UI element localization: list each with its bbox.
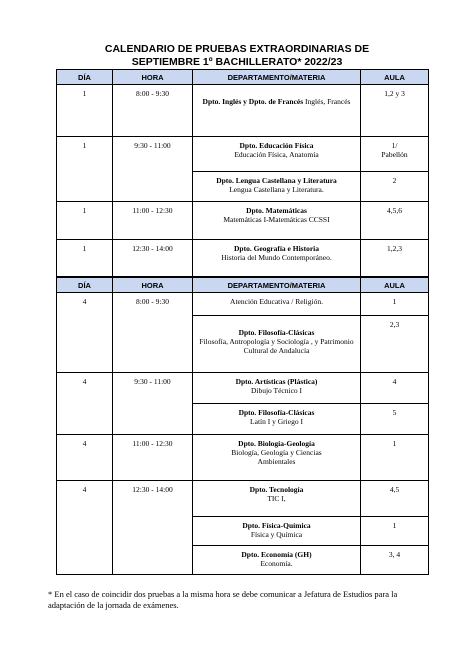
aula-value: 1/ Pabellón: [381, 141, 408, 159]
dept-name: Dpto. Economía (GH): [241, 550, 312, 559]
dia-cell: 4: [57, 373, 113, 435]
hora-cell: 8:00 - 9:30: [113, 85, 193, 137]
aula-cell: 1: [361, 435, 429, 481]
aula-cell: 1,2 y 3: [361, 85, 429, 137]
dept-cell: [193, 435, 361, 481]
subject-name: Biología, Geología y Ciencias Ambientales: [231, 448, 322, 466]
dept-name: Dpto. Tecnología: [249, 485, 304, 494]
subject-name: Atención Educativa / Religión.: [230, 297, 323, 306]
dia-cell: 4: [57, 435, 113, 481]
subject-name: Inglés, Francés: [303, 97, 351, 106]
header-aula: AULA: [361, 70, 429, 85]
aula-cell: [361, 481, 429, 575]
dia-cell: 1: [57, 202, 113, 240]
aula-value: 1: [361, 516, 428, 545]
header-hora: HORA: [113, 70, 193, 85]
subject-name: Filosofía, Antropología y Sociología , y Patrimonio Cultural de Andalucía: [199, 337, 354, 355]
dept-name: Dpto. Artísticas (Plástica): [235, 377, 318, 386]
dept-cell: [193, 85, 361, 137]
subject-name: Matemáticas I-Matemáticas CCSSI: [223, 215, 330, 224]
dept-name: Dpto. Lengua Castellana y Literatura: [216, 176, 337, 185]
dept-name: Dpto. Física-Química: [242, 521, 311, 530]
dept-name: Dpto. Educación Física: [239, 141, 314, 150]
dia-cell: 4: [57, 293, 113, 373]
table-header-row: [57, 278, 429, 293]
aula-value: 4: [392, 377, 397, 386]
dept-cell: [193, 481, 361, 575]
dept-name: Dpto. Inglés y Dpto. de Francés: [202, 97, 304, 106]
aula-cell: [361, 137, 429, 202]
dia-cell: 1: [57, 85, 113, 137]
table-row: [57, 240, 429, 277]
table-header-row: [57, 70, 429, 85]
schedule-table-day4: [56, 277, 429, 575]
table-row: [57, 85, 429, 137]
header-dia: DÍA: [57, 278, 113, 293]
dept-cell: [193, 293, 361, 373]
hora-cell: 11:00 - 12:30: [113, 435, 193, 481]
dept-cell: [193, 202, 361, 240]
document-title-line2: SEPTIEMBRE 1º BACHILLERATO* 2022/23: [131, 56, 343, 68]
aula-value: 1: [392, 297, 397, 306]
hora-cell: 12:30 - 14:00: [113, 240, 193, 277]
header-aula: AULA: [361, 278, 429, 293]
header-dia: DÍA: [57, 70, 113, 85]
subject-name: Dibujo Técnico I: [250, 386, 303, 395]
hora-cell: 9:30 - 11:00: [113, 373, 193, 435]
hora-cell: 11:00 - 12:30: [113, 202, 193, 240]
dept-name: Dpto. Biología-Geología: [238, 439, 315, 448]
table-row: [57, 293, 429, 373]
header-departamento: DEPARTAMENTO/MATERIA: [193, 278, 361, 293]
aula-cell: [361, 373, 429, 435]
schedule-table-day1: [56, 69, 429, 277]
aula-value: 3, 4: [361, 545, 428, 574]
table-row: [57, 202, 429, 240]
dept-name: Dpto. Matemáticas: [246, 206, 307, 215]
header-hora: HORA: [113, 278, 193, 293]
dept-cell: [193, 373, 361, 435]
subject-name: Educación Física, Anatomía: [234, 150, 319, 159]
dia-cell: 1: [57, 137, 113, 202]
aula-cell: 1,2,3: [361, 240, 429, 277]
aula-value: 2: [361, 171, 428, 188]
subject-name: Física y Química: [250, 530, 303, 539]
hora-cell: 8:00 - 9:30: [113, 293, 193, 373]
subject-name: TIC I,: [267, 494, 286, 503]
hora-cell: 12:30 - 14:00: [113, 481, 193, 575]
subject-name: Lengua Castellana y Literatura.: [229, 185, 324, 194]
dept-name: Dpto. Geografía e Historia: [234, 244, 319, 253]
dept-name: Dpto. Filosofía-Clásicas: [238, 328, 315, 337]
document-title-line1: CALENDARIO DE PRUEBAS EXTRAORDINARIAS DE: [104, 43, 370, 55]
subject-name: Historia del Mundo Contemporáneo.: [221, 253, 332, 262]
table-row: [57, 481, 429, 575]
dept-cell: [193, 240, 361, 277]
aula-cell: [361, 293, 429, 373]
aula-value: 5: [361, 403, 428, 434]
dia-cell: 4: [57, 481, 113, 575]
dept-cell: [193, 137, 361, 202]
hora-cell: 9:30 - 11:00: [113, 137, 193, 202]
header-departamento: DEPARTAMENTO/MATERIA: [193, 70, 361, 85]
dia-cell: 1: [57, 240, 113, 277]
table-row: [57, 137, 429, 202]
subject-name: Latín I y Griego I: [250, 417, 303, 426]
table-row: [57, 373, 429, 435]
table-row: [57, 435, 429, 481]
subject-name: Economía.: [260, 559, 293, 568]
dept-name: Dpto. Filosofía-Clásicas: [238, 408, 315, 417]
footnote: * En el caso de coincidir dos pruebas a la misma hora se debe comunicar a Jefatura de Estudios para la adaptación de la jornada de exámenes.: [48, 589, 398, 610]
aula-cell: 4,5,6: [361, 202, 429, 240]
aula-value: 4,5: [389, 485, 400, 494]
aula-value: 2,3: [361, 315, 428, 372]
